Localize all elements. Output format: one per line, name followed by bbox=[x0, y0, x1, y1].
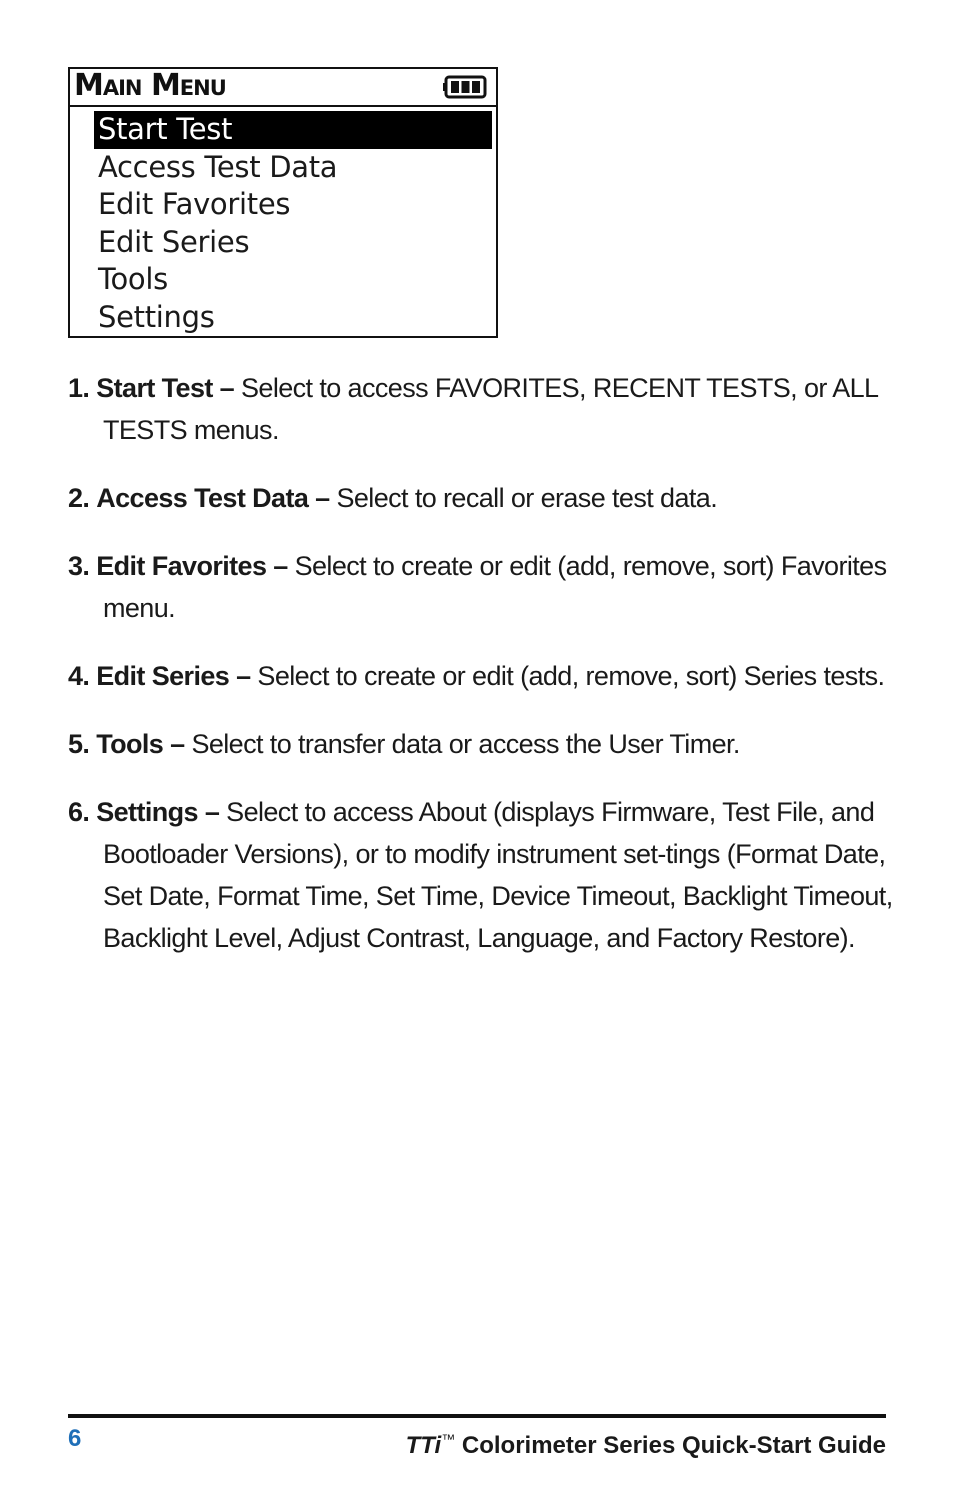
item-text: Select to access FAVORITES, RECENT TESTS, or ALL TESTS menus. bbox=[103, 373, 878, 445]
brand-name: TTi bbox=[405, 1432, 442, 1459]
item-number: 1. bbox=[68, 373, 90, 403]
item-number: 6. bbox=[68, 797, 90, 827]
trademark-symbol: ™ bbox=[441, 1431, 456, 1447]
description-edit-favorites bbox=[68, 545, 898, 629]
item-term: Tools – bbox=[96, 729, 185, 759]
description-edit-series bbox=[68, 655, 898, 697]
item-text: Select to transfer data or access the User Timer. bbox=[191, 729, 740, 759]
page-number: 6 bbox=[68, 1425, 82, 1452]
guide-title bbox=[406, 1424, 886, 1461]
screen-title: Main Menu bbox=[74, 68, 226, 103]
item-number: 2. bbox=[68, 483, 90, 513]
description-start-test bbox=[68, 367, 898, 451]
item-text: Select to create or edit (add, remove, sort) Series tests. bbox=[257, 661, 885, 691]
guide-title-text: Colorimeter Series Quick-Start Guide bbox=[461, 1432, 886, 1459]
menu-description-list bbox=[68, 367, 898, 985]
menu-item-settings[interactable]: Settings bbox=[98, 299, 215, 334]
item-number: 3. bbox=[68, 551, 90, 581]
item-number: 4. bbox=[68, 661, 90, 691]
menu-item-access-test-data[interactable]: Access Test Data bbox=[98, 149, 338, 184]
battery-full-icon bbox=[443, 75, 487, 99]
footer-divider bbox=[68, 1414, 886, 1418]
item-text: Select to access About (displays Firmware, Test File, and Bootloader Versions), or to modify instrument set-tings (Format Date, Set Date, Format Time, Set Time, Device Timeout, Backlight Timeout, Backlight Level, Adjust Contrast, Language, and Factory Restore). bbox=[103, 797, 893, 953]
item-term: Start Test – bbox=[96, 373, 235, 403]
menu-item-tools[interactable]: Tools bbox=[98, 262, 168, 296]
screen-header bbox=[70, 69, 496, 107]
menu-item-edit-favorites[interactable]: Edit Favorites bbox=[98, 187, 291, 221]
device-screen bbox=[68, 67, 498, 338]
description-settings bbox=[68, 791, 898, 959]
item-term: Edit Favorites – bbox=[96, 551, 288, 581]
item-text: Select to recall or erase test data. bbox=[336, 483, 718, 513]
menu-item-edit-series[interactable]: Edit Series bbox=[98, 224, 250, 259]
main-menu-list bbox=[94, 111, 492, 336]
item-term: Access Test Data – bbox=[96, 483, 330, 513]
menu-item-start-test[interactable]: Start Test bbox=[94, 111, 492, 149]
item-number: 5. bbox=[68, 729, 90, 759]
description-tools bbox=[68, 723, 898, 765]
item-text: Select to create or edit (add, remove, sort) Favorites menu. bbox=[103, 551, 887, 623]
description-access-test-data bbox=[68, 477, 898, 519]
item-term: Edit Series – bbox=[96, 661, 251, 691]
item-term: Settings – bbox=[96, 797, 220, 827]
